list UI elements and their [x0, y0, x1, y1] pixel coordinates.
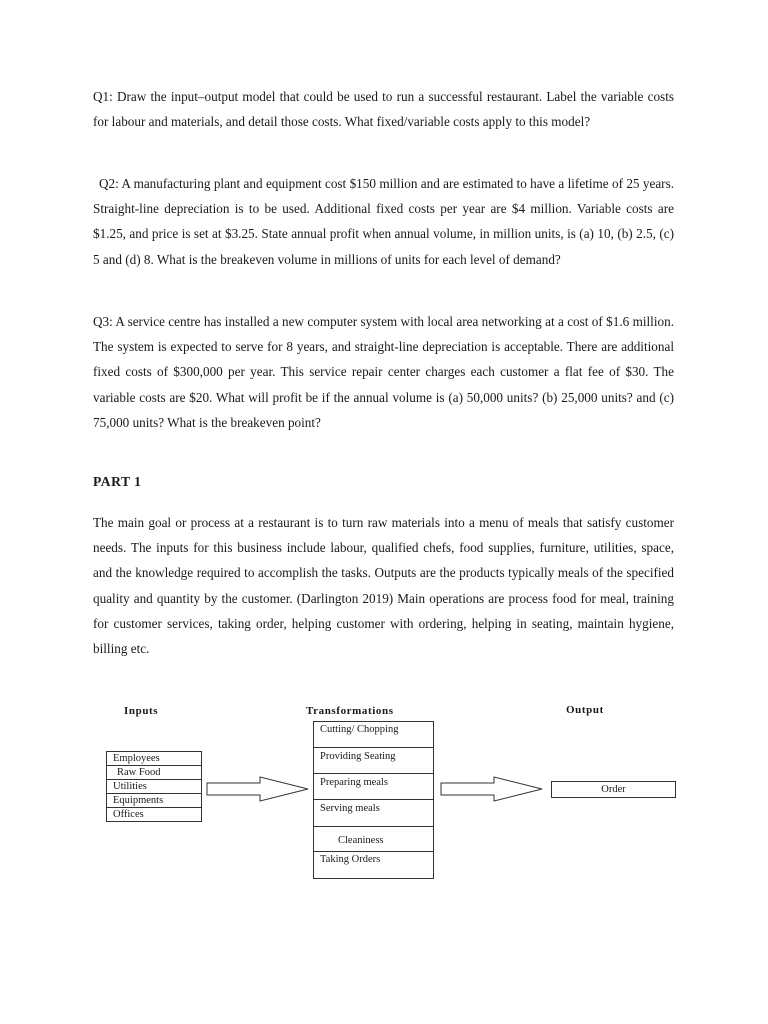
- inputs-heading: Inputs: [124, 705, 159, 717]
- input-item: Raw Food: [107, 765, 201, 779]
- question-3: Q3: A service centre has installed a new computer system with local area networking at a cost of $1.6 million. The system is expected to serve for 8 years, and straight-line depreciation is acceptable. There are additional fixed costs of $300,000 per year. This service repair center charges each customer a flat fee of $30. The variable costs are $20. What will profit be if the annual volume is (a) 50,000 units? (b) 25,000 units? and (c) 75,000 units? What is the breakeven point?: [93, 314, 674, 430]
- question-1: Q1: Draw the input–output model that could be used to run a successful restaurant. Label the variable costs for labour and materials, and detail those costs. What fixed/variable costs apply to this model?: [93, 89, 674, 130]
- transformation-item: Serving meals: [314, 799, 433, 826]
- question-2: Q2: A manufacturing plant and equipment cost $150 million and are estimated to have a lifetime of 25 years. Straight-line depreciation is to be used. Additional fixed costs per year are $4 million. Variable costs are $1.25, and price is set at $3.25. State annual profit when annual volume, in million units, is (a) 10, (b) 2.5, (c) 5 and (d) 8. What is the breakeven volume in millions of units for each level of demand?: [93, 176, 674, 267]
- output-box: [551, 781, 676, 798]
- arrow-right-icon: [440, 776, 544, 802]
- inputs-box: [106, 751, 202, 822]
- output-item: Order: [601, 784, 626, 795]
- arrow-right-icon: [206, 776, 310, 802]
- transformation-item: Cutting/ Chopping: [320, 724, 399, 735]
- part-heading: PART 1: [93, 474, 142, 489]
- part-body: The main goal or process at a restaurant is to turn raw materials into a menu of meals that satisfy customer needs. The inputs for this business include labour, qualified chefs, food supplies, furniture, utilities, space, and the knowledge required to accomplish the tasks. Outputs are the products typically meals of the specified quality and quantity by the customer. (Darlington 2019) Main operations are process food for meal, training for customer services, taking order, helping customer with ordering, helping in seating, maintain hygiene, billing etc.: [93, 515, 674, 657]
- input-item: Utilities: [107, 779, 201, 793]
- transformations-box: [313, 721, 434, 879]
- transformation-item: Providing Seating: [314, 747, 433, 773]
- transformation-item: Preparing meals: [314, 773, 433, 799]
- transformation-item: Taking Orders: [314, 851, 433, 866]
- transformations-heading: Transformations: [306, 705, 394, 717]
- input-item: Employees: [113, 753, 160, 764]
- output-heading: Output: [566, 704, 604, 716]
- input-item: Equipments: [107, 793, 201, 807]
- input-item: Offices: [107, 807, 201, 821]
- transformation-item: Cleaniness: [314, 826, 433, 851]
